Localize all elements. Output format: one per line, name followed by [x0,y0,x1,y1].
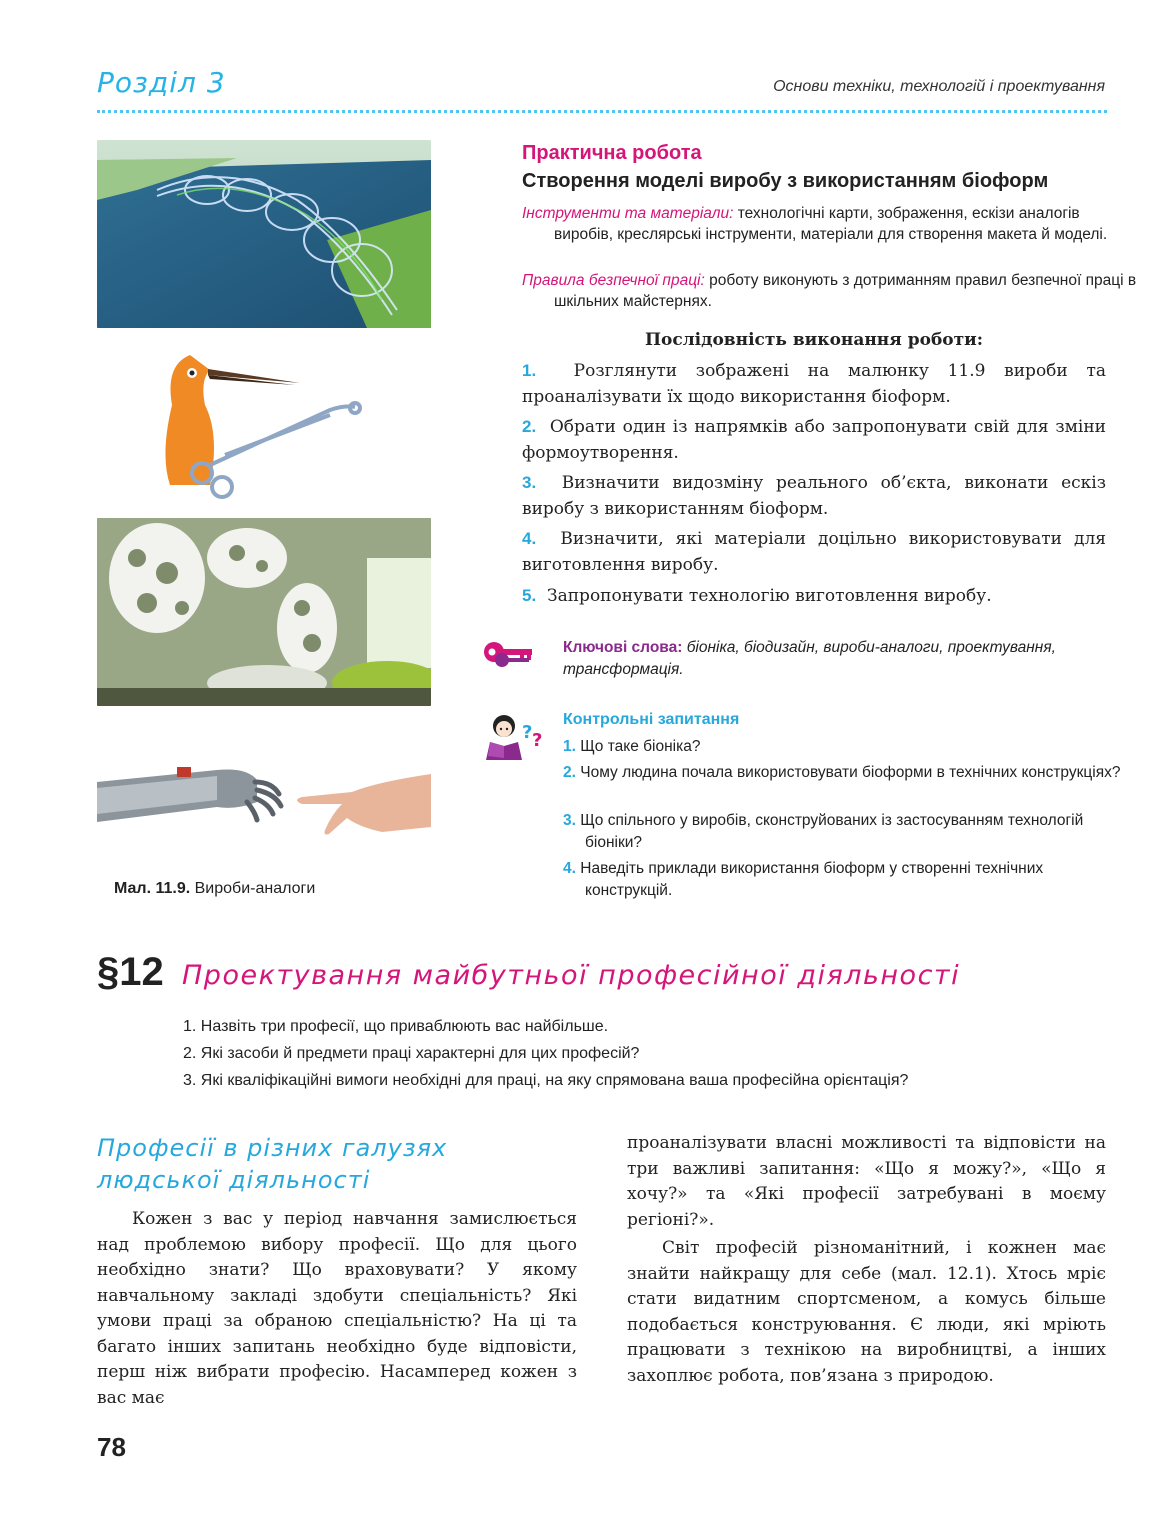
body-paragraph: Кожен з вас у період навчання замислюється над проблемою вибору професії. Що для цього необхідно знати? Що враховувати? У якому навчальному закладі здобути спеціальність? Які умови праці за обраною спеціальністю? На ці та багато інших запитань необхідно буде відповісти, перш ніж вибрати професію. Насамперед кожен з вас має [97,1209,577,1408]
body-paragraph: Світ професій різноманітний, і кожнен має знайти найкращу для себе (мал. 12.1). Хтось мріє стати видатним спортсменом, а комусь більше подобається конструювання. Є люди, які мріють працювати з технікою на виробництві, а інших захоплює робота, пов’язана з природою. [627,1238,1106,1386]
step-text: Визначити видозміну реального об’єкта, виконати ескіз виробу з використанням біоформ. [522,473,1106,519]
bird-forceps-image [150,345,380,505]
step-item [522,526,1106,578]
figure-caption-text: Вироби-аналоги [190,880,316,897]
keywords-text: біоніка, біодизайн, вироби-аналоги, проектування, трансформація. [563,639,1056,678]
question-text: Що спільного у виробів, сконструйованих із застосуванням технологій біоніки? [580,812,1084,851]
step-number: 3. [522,473,537,492]
step-text: Розглянути зображені на малюнку 11.9 вироби та проаналізувати їх щодо використання біоформ. [522,361,1107,407]
step-text: Визначити, які матеріали доцільно використовувати для виготовлення виробу. [522,529,1106,575]
practical-work-title: Практична робота [522,142,702,164]
key-icon [482,638,542,672]
bridge-image [97,140,431,328]
tools-text: технологічні карти, зображення, ескізи аналогів виробів, креслярські інструменти, матеріали для створення макета й моделі. [554,205,1108,243]
step-text: Обрати один із напрямків або запропонувати свій для зміни формоутворення. [522,417,1107,463]
step-number: 2. [522,417,537,436]
reader-question-icon [480,712,546,762]
sequence-title: Послідовність виконання роботи: [644,330,984,350]
control-question [563,810,1128,854]
bio-interior-image [97,518,431,706]
safety-label: Правила безпечної праці: [522,272,705,289]
running-title: Основи техніки, технологій і проектування [773,78,1105,95]
section-title: Проектування майбутньої професійної діяльності [182,960,961,991]
svg-text:?: ? [532,730,543,751]
page-number: 78 [97,1432,126,1462]
figure-caption-label: Мал. 11.9. [114,880,191,897]
step-number: 5. [522,586,537,605]
figure-caption [114,880,315,898]
control-question [563,858,1128,902]
section-number: §12 [97,950,164,994]
body-paragraph: проаналізувати власні можливості та відповісти на три важливі запитання: «Що я можу?», «Що я хочу?» та «Які професії затребувані в моєму регіоні?». [627,1133,1106,1230]
step-item [522,470,1106,522]
question-text: Чому людина почала використовувати біоформи в технічних конструкціях? [580,764,1121,781]
step-item [522,583,1106,609]
safety-paragraph [522,270,1138,312]
safety-text: роботу виконують з дотриманням правил безпечної праці в шкільних майстернях. [554,272,1137,310]
svg-text:?: ? [522,722,533,743]
step-number: 4. [522,529,537,548]
step-text: Запропонувати технологію виготовлення виробу. [547,586,992,606]
question-text: Що таке біоніка? [580,738,701,755]
control-questions-title: Контрольні запитання [563,711,740,728]
tools-label: Інструменти та матеріали: [522,205,734,222]
intro-question: 2. Які засоби й предмети праці характерні для цих професій? [183,1045,640,1062]
subheading: Професії в різних галузях людської діяльності [97,1134,448,1194]
control-question [563,762,1128,784]
intro-question: 3. Які кваліфікаційні вимоги необхідні для праці, на яку спрямована ваша професійна орієнтація? [183,1072,909,1089]
question-number: 4. [563,860,576,877]
keywords-label: Ключові слова: [563,639,683,656]
question-number: 1. [563,738,576,755]
question-number: 2. [563,764,576,781]
control-question [563,736,1128,758]
question-text: Наведіть приклади використання біоформ у створенні технічних конструкцій. [580,860,1044,899]
header-divider [97,110,1107,113]
keywords [563,637,1106,681]
chapter-label: Розділ 3 [97,66,226,99]
right-column [627,1131,1106,1389]
step-number: 1. [522,361,537,380]
practical-work-subtitle: Створення моделі виробу з використанням біоформ [522,170,1049,192]
tools-paragraph [522,203,1138,245]
question-number: 3. [563,812,576,829]
step-item [522,414,1106,466]
robot-human-hands-image [97,752,431,860]
step-item [522,358,1106,410]
intro-question: 1. Назвіть три професії, що приваблюють вас найбільше. [183,1018,609,1035]
